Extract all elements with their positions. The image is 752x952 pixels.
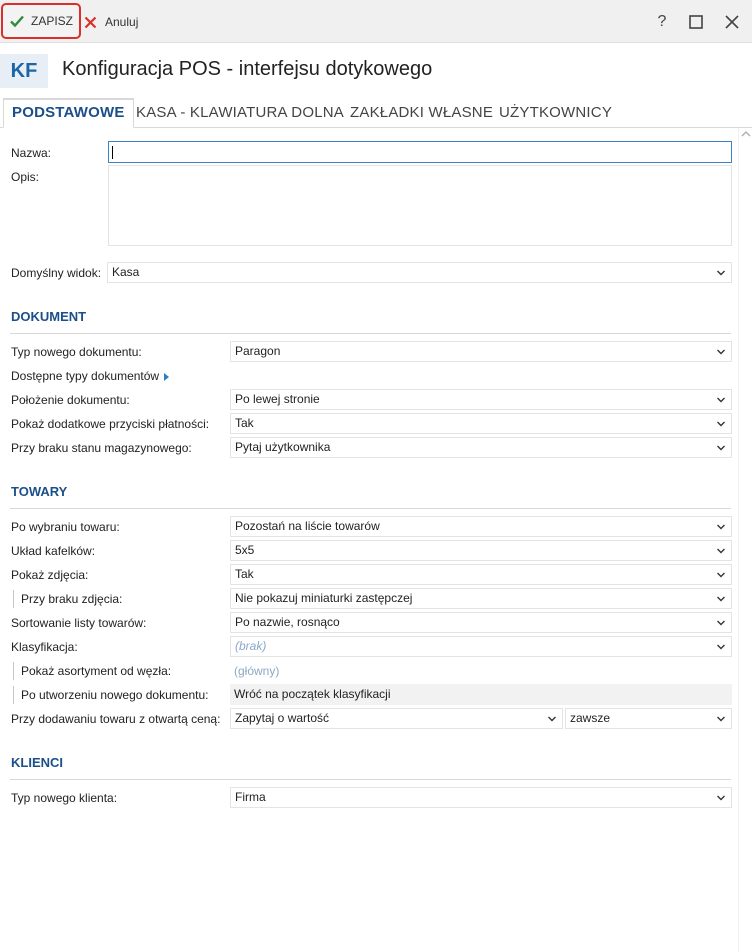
doc-position-select[interactable] [230,389,732,410]
doc-position-value: Po lewej stronie [235,392,320,406]
scroll-up-icon[interactable] [741,130,751,138]
tab-bar [0,98,752,128]
node-label: Pokaż asortyment od węzła: [21,664,172,678]
extra-payment-buttons-label: Pokaż dodatkowe przyciski płatności: [11,417,210,431]
new-client-type-value: Firma [235,790,266,804]
chevron-down-icon [716,268,726,278]
chevron-down-icon [716,395,726,405]
available-doc-types-link[interactable] [11,369,169,383]
after-select-label: Po wybraniu towaru: [11,520,120,534]
show-photos-select[interactable] [230,564,732,585]
after-new-doc-value: Wróć na początek klasyfikacji [230,684,732,705]
show-photos-value: Tak [235,567,254,581]
no-stock-select[interactable] [230,437,732,458]
chevron-down-icon [716,347,726,357]
no-stock-value: Pytaj użytkownika [235,440,331,454]
save-button[interactable] [1,3,81,39]
section-klienci-title: KLIENCI [11,755,63,770]
after-new-doc-label: Po utworzeniu nowego dokumentu: [21,688,209,702]
title-bar [0,0,752,43]
text-caret [112,146,113,159]
classification-label: Klasyfikacja: [11,640,78,654]
chevron-down-icon [716,642,726,652]
name-input[interactable] [108,141,732,163]
available-doc-types-label: Dostępne typy dokumentów [11,369,160,383]
after-select-value: Pozostań na liście towarów [235,519,380,533]
open-price-value: Zapytaj o wartość [235,711,330,725]
indent-bar [13,590,14,608]
open-price-frequency-select[interactable] [565,708,732,729]
indent-bar [13,662,14,680]
sort-value: Po nazwie, rosnąco [235,615,340,629]
save-button-label: ZAPISZ [31,14,74,28]
close-icon [725,15,739,29]
tiles-layout-value: 5x5 [235,543,255,557]
chevron-down-icon [547,714,557,724]
open-price-select[interactable] [230,708,563,729]
chevron-down-icon [716,546,726,556]
chevron-down-icon [716,570,726,580]
chevron-down-icon [716,618,726,628]
no-photo-value: Nie pokazuj miniaturki zastępczej [235,591,413,605]
page-header [0,44,752,98]
node-value: (główny) [234,664,280,678]
new-client-type-label: Typ nowego klienta: [11,791,118,805]
chevron-down-icon [716,419,726,429]
maximize-button[interactable] [686,12,706,32]
tab-kasa-klawiatura-dolna[interactable]: KASA - KLAWIATURA DOLNA [136,104,344,121]
open-price-frequency-value: zawsze [570,711,611,725]
open-price-label: Przy dodawaniu towaru z otwartą ceną: [11,712,221,726]
page-title: Konfiguracja POS - interfejsu dotykowego [62,58,433,80]
chevron-down-icon [716,522,726,532]
help-button[interactable]: ? [657,13,667,30]
show-photos-label: Pokaż zdjęcia: [11,568,89,582]
section-divider [10,779,731,780]
section-dokument-title: DOKUMENT [11,309,87,324]
indent-bar [13,686,14,704]
tiles-layout-select[interactable] [230,540,732,561]
chevron-down-icon [716,594,726,604]
description-textarea[interactable] [108,165,732,246]
new-doc-type-value: Paragon [235,344,281,358]
cancel-button-label: Anuluj [105,15,139,29]
no-stock-label: Przy braku stanu magazynowego: [11,441,192,455]
description-label: Opis: [11,170,40,184]
sort-label: Sortowanie listy towarów: [11,616,147,630]
new-client-type-select[interactable] [230,787,732,808]
chevron-down-icon [716,793,726,803]
cancel-button[interactable] [84,12,138,32]
default-view-label: Domyślny widok: [11,266,102,280]
section-divider [10,508,731,509]
chevron-down-icon [716,714,726,724]
tab-podstawowe[interactable]: PODSTAWOWE [3,98,134,128]
classification-select[interactable] [230,636,732,657]
name-label: Nazwa: [11,146,52,160]
checkmark-icon [9,13,25,29]
section-divider [10,333,731,334]
maximize-icon [689,15,703,29]
new-doc-type-select[interactable] [230,341,732,362]
close-window-button[interactable] [722,12,742,32]
doc-position-label: Położenie dokumentu: [11,393,130,407]
after-select-select[interactable] [230,516,732,537]
vertical-scrollbar[interactable] [738,128,752,952]
tiles-layout-label: Układ kafelków: [11,544,96,558]
extra-payment-buttons-value: Tak [235,416,254,430]
expand-arrow-icon [164,373,169,381]
module-badge: KF [0,54,48,88]
classification-value: (brak) [235,639,267,653]
no-photo-label: Przy braku zdjęcia: [21,592,123,606]
close-x-icon [84,16,97,29]
chevron-down-icon [716,443,726,453]
tab-zakladki-wlasne[interactable]: ZAKŁADKI WŁASNE [350,104,494,121]
default-view-value: Kasa [112,265,140,279]
new-doc-type-label: Typ nowego dokumentu: [11,345,142,359]
sort-select[interactable] [230,612,732,633]
default-view-select[interactable] [107,262,732,283]
tab-uzytkownicy[interactable]: UŻYTKOWNICY [499,104,613,121]
extra-payment-buttons-select[interactable] [230,413,732,434]
section-towary-title: TOWARY [11,484,68,499]
no-photo-select[interactable] [230,588,732,609]
